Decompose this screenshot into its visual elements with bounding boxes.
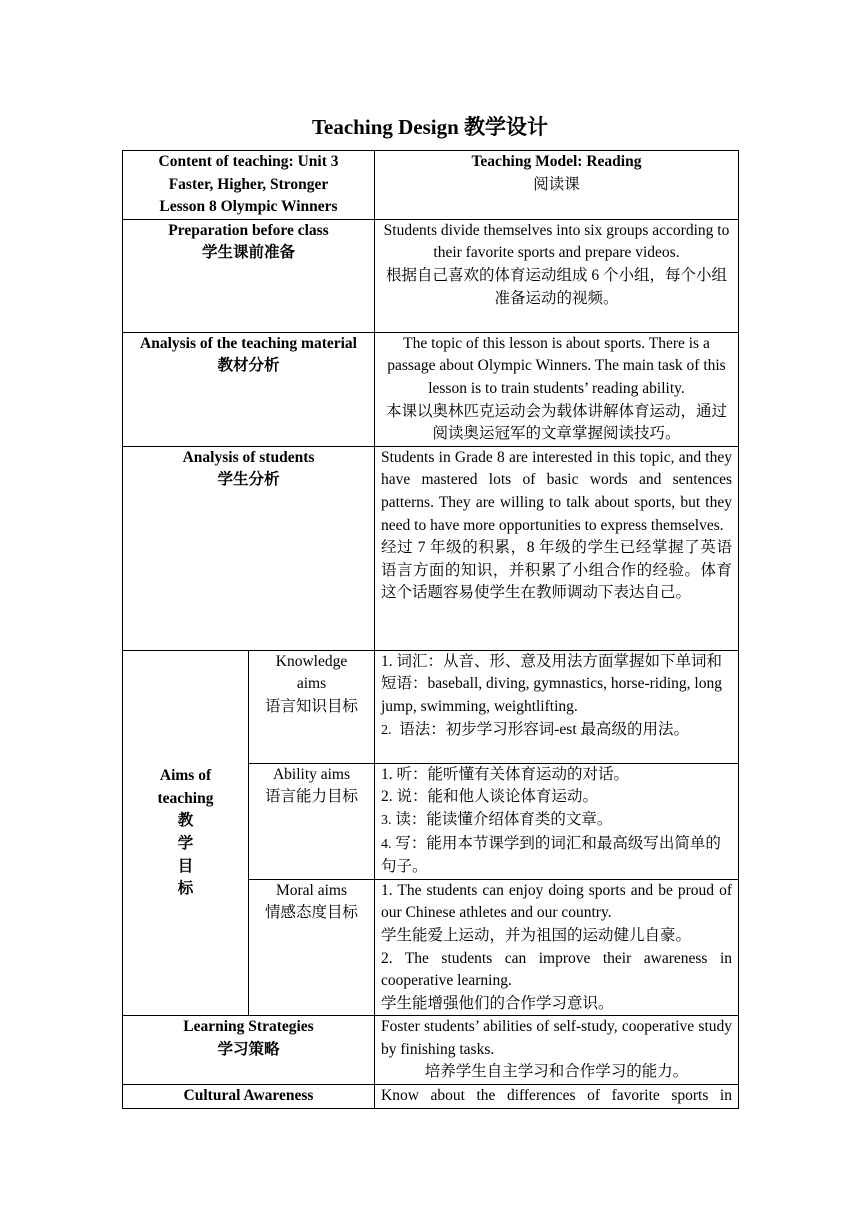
- knowledge-item-2: [381, 719, 732, 743]
- teaching-model-zh: 阅读课: [533, 175, 580, 193]
- aims-zh-2: 学: [177, 835, 194, 853]
- preparation-text-zh: 根据自己喜欢的体育运动组成 6 个小组，每个小组准备运动的视频。: [385, 266, 727, 307]
- knowledge-label-2: aims: [296, 675, 327, 693]
- preparation-label: Preparation before class: [168, 221, 329, 239]
- content-line-1: Content of teaching: Unit 3: [158, 153, 339, 170]
- strategies-label: Learning Strategies: [183, 1018, 314, 1036]
- students-text-cell: [375, 446, 739, 650]
- aims-of-teaching-cell: [123, 650, 249, 1016]
- ability-item-4: [381, 833, 732, 879]
- material-text-cell: [375, 332, 739, 446]
- content-of-teaching-cell: [123, 151, 375, 220]
- knowledge-label-zh: 语言知识目标: [264, 697, 358, 715]
- students-label-cell: [123, 446, 375, 650]
- knowledge-aims-text-cell: [375, 650, 739, 763]
- content-line-2: Faster, Higher, Stronger: [168, 175, 329, 193]
- teaching-design-table: [122, 150, 739, 1109]
- row-material: [123, 332, 739, 446]
- page-title: Teaching Design 教学设计: [311, 115, 549, 139]
- cultural-label: Cultural Awareness: [183, 1087, 314, 1105]
- students-text: Students in Grade 8 are interested in this topic, and they have mastered lots of basic words and sentences patterns. They are willing to talk about sports, but they need to have more opportunities to express themselves.: [381, 448, 732, 534]
- material-label-zh: 教材分析: [217, 357, 280, 375]
- knowledge-label-1: Knowledge: [275, 652, 348, 670]
- ability-label-zh: 语言能力目标: [264, 788, 358, 806]
- ability-label: Ability aims: [272, 765, 351, 783]
- moral-label-zh: 情感态度目标: [264, 904, 358, 922]
- ability-item-4-num: 4.: [381, 836, 392, 852]
- cultural-text: Know about the differences of favorite sports in: [381, 1087, 732, 1105]
- material-text-zh: 本课以奥林匹克运动会为载体讲解体育运动，通过阅读奥运冠军的文章掌握阅读技巧。: [385, 402, 727, 443]
- moral-item-2-en: 2. The students can improve their awareness in cooperative learning.: [381, 949, 732, 990]
- moral-item-1-en: 1. The students can enjoy doing sports and be proud of our Chinese athletes and our country.: [381, 881, 732, 922]
- material-label: Analysis of the teaching material: [140, 334, 357, 352]
- cultural-text-cell: [375, 1085, 739, 1109]
- aims-label-1: Aims of: [159, 767, 212, 785]
- teaching-model-label: Teaching Model: Reading: [471, 153, 642, 170]
- row-content: [123, 151, 739, 220]
- row-students: [123, 446, 739, 650]
- strategies-text-zh: 培养学生自主学习和合作学习的能力。: [424, 1063, 689, 1081]
- aims-zh-4: 标: [177, 880, 194, 898]
- strategies-label-cell: [123, 1016, 375, 1085]
- students-text-zh: 经过 7 年级的积累，8 年级的学生已经掌握了英语语言方面的知识，并积累了小组合作的经验。体育这个话题容易使学生在教师调动下表达自己。: [381, 539, 732, 602]
- preparation-label-zh: 学生课前准备: [201, 244, 295, 262]
- knowledge-item-2-num: 2.: [381, 722, 392, 738]
- material-text: The topic of this lesson is about sports. There is a passage about Olympic Winners. The main task of this lesson is to train students’ reading ability.: [387, 334, 726, 397]
- row-preparation: [123, 219, 739, 332]
- students-label: Analysis of students: [182, 448, 315, 466]
- moral-aims-label-cell: [249, 879, 375, 1016]
- material-label-cell: [123, 332, 375, 446]
- knowledge-item-1: 1. 词汇：从音、形、意及用法方面掌握如下单词和短语：baseball, diving, gymnastics, horse-riding, long jump, swimming, weightlifting.: [381, 652, 723, 715]
- moral-label: Moral aims: [275, 881, 348, 899]
- moral-item-1-zh: 学生能爱上运动，并为祖国的运动健儿自豪。: [381, 926, 692, 944]
- moral-aims-text-cell: [375, 879, 739, 1016]
- content-line-3: Lesson 8 Olympic Winners: [159, 198, 338, 216]
- teaching-model-cell: [375, 151, 739, 220]
- strategies-text: Foster students’ abilities of self-study, cooperative study by finishing tasks.: [381, 1018, 732, 1058]
- ability-item-2: 2. 说：能和他人谈论体育运动。: [381, 788, 599, 806]
- strategies-text-cell: [375, 1016, 739, 1085]
- aims-zh-3: 目: [177, 857, 194, 875]
- ability-item-3-text: 读：能读懂介绍体育类的文章。: [395, 810, 613, 828]
- knowledge-aims-label-cell: [249, 650, 375, 763]
- row-strategies: [123, 1016, 739, 1085]
- aims-zh-1: 教: [177, 812, 194, 830]
- ability-item-3-num: 3.: [381, 812, 392, 828]
- preparation-text-cell: [375, 219, 739, 332]
- preparation-label-cell: [123, 219, 375, 332]
- aims-label-2: teaching: [157, 789, 214, 807]
- ability-item-4-text: 写：能用本节课学到的词汇和最高级写出简单的句子。: [381, 834, 721, 876]
- cultural-label-cell: [123, 1085, 375, 1109]
- preparation-text: Students divide themselves into six groups according to their favorite sports and prepare videos.: [383, 221, 730, 262]
- ability-item-3: [381, 809, 732, 833]
- ability-aims-label-cell: [249, 763, 375, 879]
- row-cultural: [123, 1085, 739, 1109]
- moral-item-2-zh: 学生能增强他们的合作学习意识。: [381, 994, 614, 1012]
- students-label-zh: 学生分析: [217, 471, 280, 489]
- strategies-label-zh: 学习策略: [217, 1040, 280, 1058]
- ability-item-1: 1. 听：能听懂有关体育运动的对话。: [381, 765, 630, 783]
- ability-aims-text-cell: [375, 763, 739, 879]
- row-knowledge-aims: [123, 650, 739, 763]
- knowledge-item-2-text: 语法：初步学习形容词-est 最高级的用法。: [399, 720, 690, 738]
